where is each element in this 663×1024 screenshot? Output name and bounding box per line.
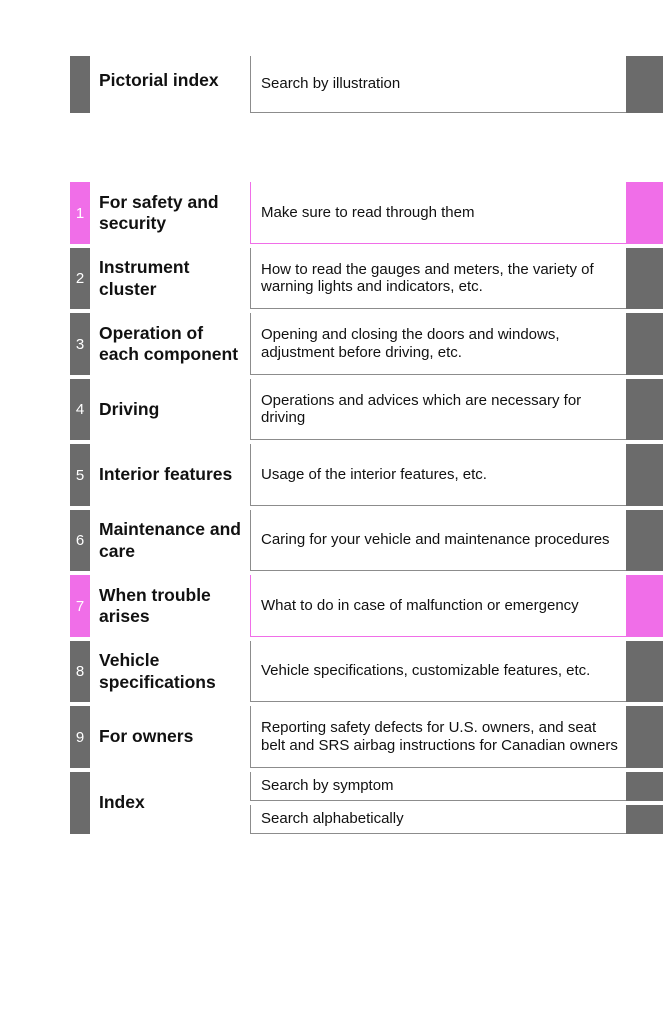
chapter-row-1[interactable]: [0, 182, 663, 244]
chapter-title: Operation of each component: [99, 322, 239, 364]
chapter-edge-tab: [626, 510, 663, 571]
chapter-title: For owners: [99, 726, 194, 747]
chapter-edge-tab: [626, 313, 663, 375]
chapter-row-5[interactable]: [0, 444, 663, 506]
chapter-number-tab: 6: [70, 510, 90, 571]
chapter-row-4[interactable]: [0, 379, 663, 440]
chapter-edge-tab: [626, 706, 663, 768]
chapter-description: How to read the gauges and meters, the variety of warning lights and indicators, etc.: [250, 248, 626, 309]
chapter-edge-tab: [626, 248, 663, 309]
chapter-description: Make sure to read through them: [250, 182, 626, 244]
chapter-description: Opening and closing the doors and windows, adjustment before driving, etc.: [250, 313, 626, 375]
pictorial-index-tab: [70, 56, 90, 113]
chapter-title: Driving: [99, 398, 160, 419]
chapter-edge-tab: [626, 444, 663, 506]
chapter-title: Maintenance and care: [99, 519, 241, 561]
chapter-description: Vehicle specifications, customizable features, etc.: [250, 641, 626, 702]
chapter-description: Operations and advices which are necessary for driving: [250, 379, 626, 440]
chapter-title: Interior features: [99, 464, 233, 485]
pictorial-index-description: Search by illustration: [250, 56, 626, 113]
chapter-number-tab: 2: [70, 248, 90, 309]
search-by-symptom-label: Search by symptom: [250, 772, 626, 801]
index-alphabetical-edge-tab: [626, 805, 663, 834]
chapter-row-2[interactable]: [0, 248, 663, 309]
chapter-description: What to do in case of malfunction or emergency: [250, 575, 626, 637]
chapter-title: When trouble arises: [99, 584, 211, 626]
chapter-number-tab: 5: [70, 444, 90, 506]
chapter-number-tab: 4: [70, 379, 90, 440]
chapter-edge-tab: [626, 182, 663, 244]
chapter-row-3[interactable]: [0, 313, 663, 375]
pictorial-index-title: Pictorial index: [99, 70, 219, 90]
chapter-number-tab: 3: [70, 313, 90, 375]
index-search-by-symptom[interactable]: [0, 772, 663, 801]
chapter-description: Usage of the interior features, etc.: [250, 444, 626, 506]
search-alphabetically-label: Search alphabetically: [250, 805, 626, 834]
index-title: Index: [99, 792, 145, 813]
chapter-edge-tab: [626, 641, 663, 702]
chapter-description: Reporting safety defects for U.S. owners, and seat belt and SRS airbag instructions for Canadian owners: [250, 706, 626, 768]
index-search-alphabetically[interactable]: [0, 805, 663, 834]
pictorial-index-edge-tab: [626, 56, 663, 113]
chapter-row-8[interactable]: [0, 641, 663, 702]
chapter-row-9[interactable]: [0, 706, 663, 768]
chapter-number-tab: 1: [70, 182, 90, 244]
chapter-row-6[interactable]: [0, 510, 663, 571]
chapter-row-7[interactable]: [0, 575, 663, 637]
chapter-title: Instrument cluster: [99, 257, 190, 299]
chapter-number-tab: 8: [70, 641, 90, 702]
chapter-title: For safety and security: [99, 191, 219, 233]
chapter-edge-tab: [626, 575, 663, 637]
chapter-number-tab: 7: [70, 575, 90, 637]
chapter-title: Vehicle specifications: [99, 650, 216, 692]
chapter-edge-tab: [626, 379, 663, 440]
index-symptom-edge-tab: [626, 772, 663, 801]
chapter-number-tab: 9: [70, 706, 90, 768]
chapter-description: Caring for your vehicle and maintenance procedures: [250, 510, 626, 571]
pictorial-index-row[interactable]: [0, 56, 663, 113]
